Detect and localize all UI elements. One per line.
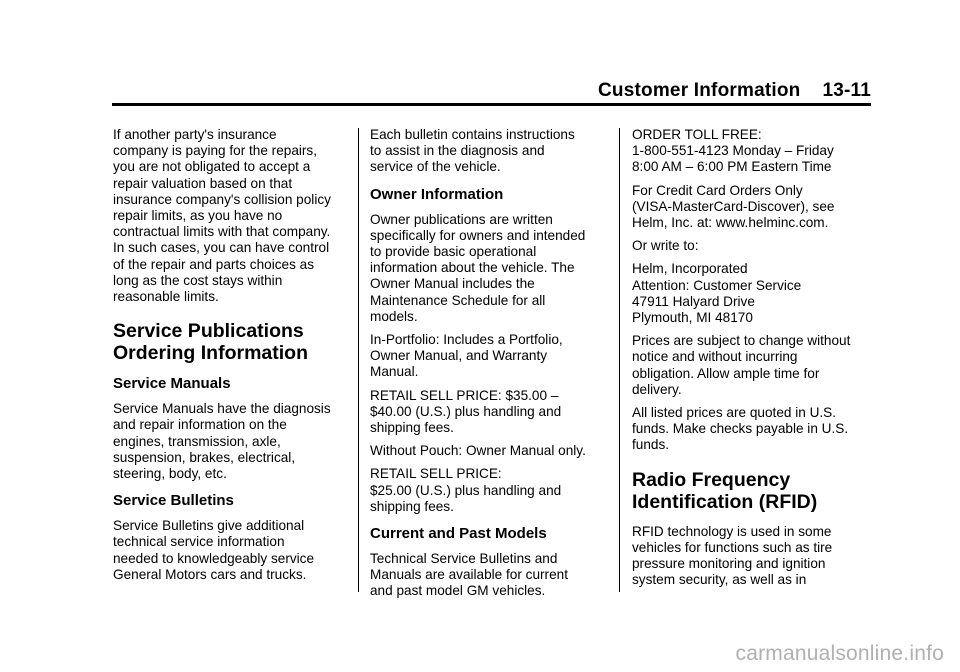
prices-quoted-paragraph: All listed prices are quoted in U.S. funds. Make checks payable in U.S. funds. bbox=[632, 405, 849, 453]
heading-service-bulletins: Service Bulletins bbox=[113, 492, 234, 510]
retail-price-paragraph-1: RETAIL SELL PRICE: $35.00 – $40.00 (U.S.) plus handling and shipping fees. bbox=[370, 387, 562, 436]
credit-card-paragraph: For Credit Card Orders Only (VISA-MasterCard-Discover), see Helm, Inc. at: www.helminc.com. bbox=[632, 182, 835, 231]
in-portfolio-paragraph: In-Portfolio: Includes a Portfolio, Owner Manual, and Warranty Manual. bbox=[370, 332, 563, 380]
heading-rfid: Radio Frequency Identification (RFID) bbox=[632, 468, 818, 513]
heading-owner-information: Owner Information bbox=[370, 185, 504, 203]
heading-current-past-models: Current and Past Models bbox=[370, 525, 547, 543]
watermark: carmanualsonline.info bbox=[735, 642, 944, 665]
service-bulletins-paragraph: Service Bulletins give additional technical service information needed to knowledgeably service General Motors cars and trucks. bbox=[113, 518, 315, 582]
current-past-models-paragraph: Technical Service Bulletins and Manuals are available for current and past model GM vehicles. bbox=[370, 551, 568, 599]
heading-service-manuals: Service Manuals bbox=[113, 375, 231, 393]
section-title: Customer Information bbox=[598, 80, 801, 101]
insurance-paragraph: If another party's insurance company is paying for the repairs, you are not obligated to accept a repair valuation based on that insurance company's collision policy repair limits, as you have no contractual limits with that company. In such cases, you can have control of the repair and parts choices as long as the cost stays within reasonable limits. bbox=[113, 127, 331, 305]
header-title bbox=[598, 80, 871, 102]
without-pouch-paragraph: Without Pouch: Owner Manual only. bbox=[370, 443, 586, 459]
column-divider-1 bbox=[358, 128, 359, 592]
order-toll-free-paragraph: ORDER TOLL FREE: 1-800-551-4123 Monday – Friday 8:00 AM – 6:00 PM Eastern Time bbox=[632, 127, 834, 175]
service-manuals-paragraph: Service Manuals have the diagnosis and repair information on the engines, transmission, axle, suspension, brakes, electrical, steering, body, etc. bbox=[113, 401, 331, 482]
column-2 bbox=[370, 127, 608, 607]
prices-subject-paragraph: Prices are subject to change without notice and without incurring obligation. Allow ample time for delivery. bbox=[632, 333, 851, 397]
rfid-paragraph: RFID technology is used in some vehicles for functions such as tire pressure monitoring and ignition system security, as well as in bbox=[632, 523, 833, 588]
retail-price-paragraph-2: RETAIL SELL PRICE: $25.00 (U.S.) plus handling and shipping fees. bbox=[370, 466, 562, 514]
heading-service-publications: Service Publications Ordering Information bbox=[113, 320, 308, 365]
bulletin-paragraph: Each bulletin contains instructions to assist in the diagnosis and service of the vehicle. bbox=[370, 127, 575, 175]
column-3 bbox=[632, 127, 870, 595]
write-to-paragraph: Or write to: bbox=[632, 238, 699, 254]
column-divider-2 bbox=[619, 128, 620, 592]
address-paragraph: Helm, Incorporated Attention: Customer Service 47911 Halyard Drive Plymouth, MI 48170 bbox=[632, 261, 802, 326]
header-rule bbox=[112, 103, 871, 106]
owner-publications-paragraph: Owner publications are written specifically for owners and intended to provide basic operational information about the vehicle. The Owner Manual includes the Maintenance Schedule for all models. bbox=[370, 211, 586, 324]
page-number: 13-11 bbox=[822, 80, 871, 101]
column-1 bbox=[113, 127, 351, 590]
